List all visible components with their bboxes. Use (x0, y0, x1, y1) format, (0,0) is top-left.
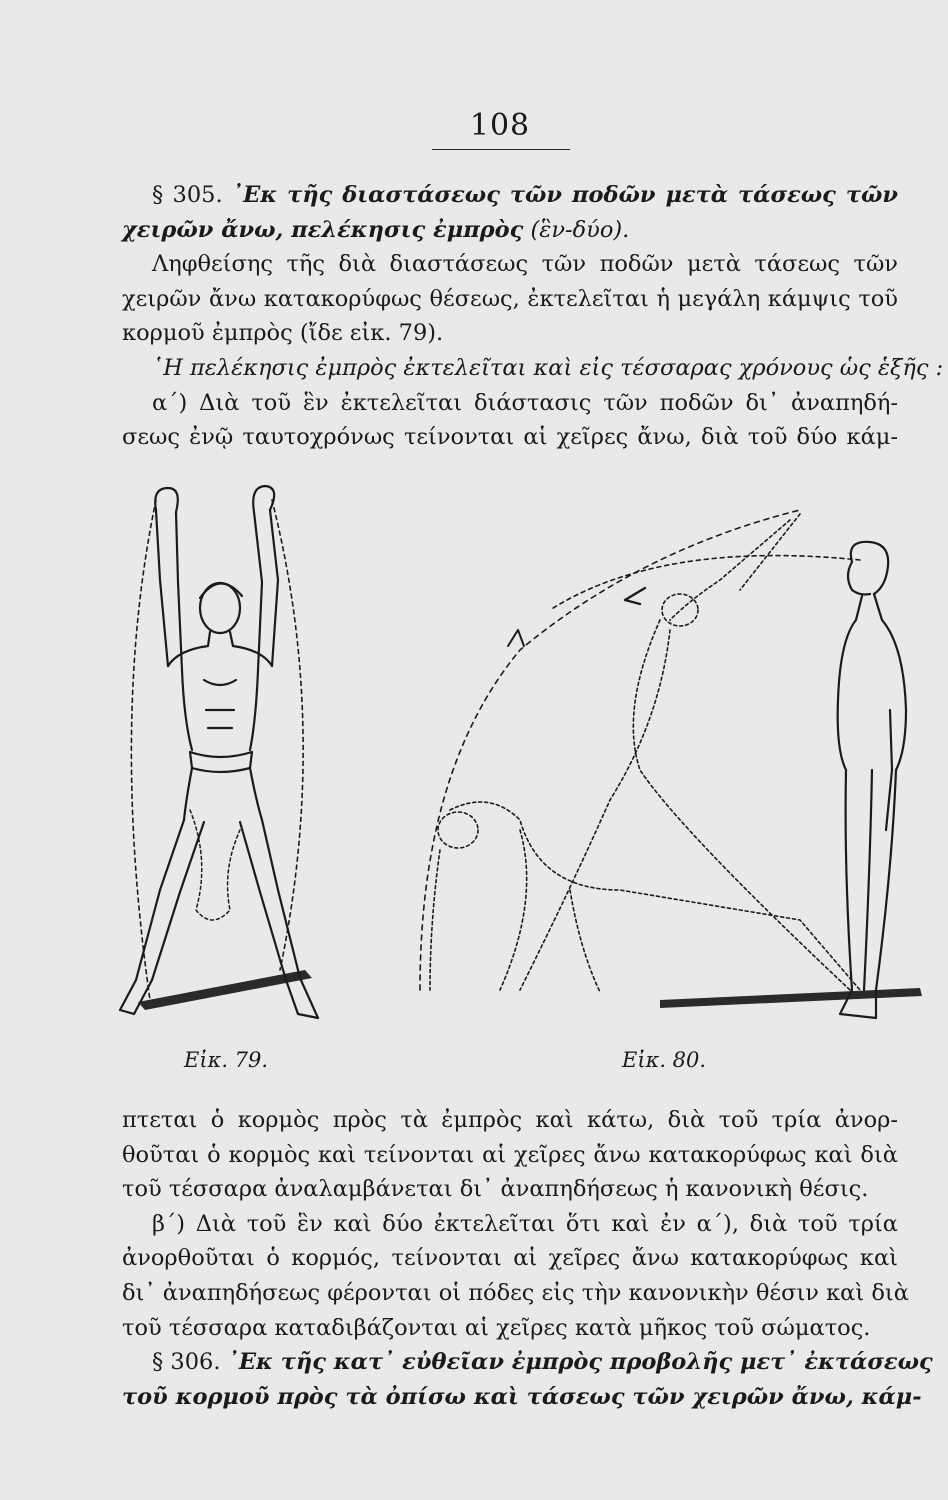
figure-80-drawing (420, 510, 922, 1018)
paragraph-line: δι᾿ ἀναπηδήσεως φέρονται οἱ πόδες εἰς τὴν κανονικὴν θέσιν καὶ διὰ (122, 1279, 909, 1306)
section-306-title: ᾿Εκ τῆς κατ᾿ εὐθεῖαν ἐμπρὸς προβολῆς μετ᾿ ἐκτάσεως (227, 1349, 933, 1376)
paragraph-line: πτεται ὁ κορμὸς πρὸς τὰ ἐμπρὸς καὶ κάτω, διὰ τοῦ τρία ἀνορ- (122, 1107, 898, 1133)
section-305-number: § 305. (152, 182, 223, 208)
bottom-text-block (122, 1103, 933, 1414)
paragraph-line: α΄) Διὰ τοῦ ἓν ἐκτελεῖται διάστασις τῶν ποδῶν δι᾿ ἀναπηδή- (152, 389, 898, 416)
paragraph-line: τοῦ τέσσαρα καταδιβάζονται αἱ χεῖρες κατὰ μῆκος τοῦ σώματος. (122, 1314, 871, 1341)
paragraph-line: θοῦται ὁ κορμὸς καὶ τείνονται αἱ χεῖρες ἄνω κατακορύφως καὶ διὰ (122, 1141, 898, 1168)
section-306-title-cont: τοῦ κορμοῦ πρὸς τὰ ὀπίσω καὶ τάσεως τῶν χειρῶν ἄνω, κάμ- (122, 1383, 922, 1410)
section-305-heading-line2 (122, 213, 898, 248)
paragraph-line: χειρῶν ἄνω κατακορύφως θέσεως, ἐκτελεῖται ἡ μεγάλη κάμψις τοῦ (122, 285, 898, 312)
paragraph-line: ἀνορθοῦται ὁ κορμός, τείνονται αἱ χεῖρες ἄνω κατακορύφως καὶ (122, 1245, 898, 1272)
section-305-title: ᾿Εκ τῆς διαστάσεως τῶν ποδῶν μετὰ τάσεως τῶν (231, 182, 899, 208)
top-text-block (122, 178, 944, 455)
figure-79-drawing (120, 486, 318, 1018)
section-305-count: (ἓν-δύο). (530, 216, 630, 243)
page-number: 108 (469, 108, 531, 143)
paragraph-line: τοῦ τέσσαρα ἀναλαμβάνεται δι᾿ ἀναπηδήσεως ἡ κανονικὴ θέσις. (122, 1176, 869, 1203)
paragraph-line: Ληφθείσης τῆς διὰ διαστάσεως τῶν ποδῶν μετὰ τάσεως τῶν (152, 251, 898, 278)
paragraph-line: ῾Η πελέκησις ἐμπρὸς ἐκτελεῖται καὶ εἰς τέσσαρας χρόνους ὡς ἑξῆς : (152, 354, 944, 381)
section-305-heading-line1 (122, 178, 898, 213)
paragraph-line: σεως ἐνῷ ταυτοχρόνως τείνονται αἱ χεῖρες ἄνω, διὰ τοῦ δύο κάμ- (122, 424, 898, 451)
section-305-title-cont: χειρῶν ἄνω, πελέκησις ἐμπρὸς (122, 216, 524, 243)
paragraph-line: κορμοῦ ἐμπρὸς (ἴδε εἰκ. 79). (122, 320, 444, 347)
section-306-heading-line1 (122, 1345, 933, 1380)
paragraph-line: β΄) Διὰ τοῦ ἓν καὶ δύο ἐκτελεῖται ὅτι καὶ ἐν α΄), διὰ τοῦ τρία (152, 1210, 898, 1237)
figures-area (100, 470, 930, 1030)
page-number-rule (432, 149, 570, 150)
caption-figure-80: Εἰκ. 80. (622, 1048, 707, 1072)
caption-figure-79: Εἰκ. 79. (184, 1048, 269, 1072)
section-306-number: § 306. (152, 1349, 221, 1376)
illustrations (100, 470, 930, 1030)
